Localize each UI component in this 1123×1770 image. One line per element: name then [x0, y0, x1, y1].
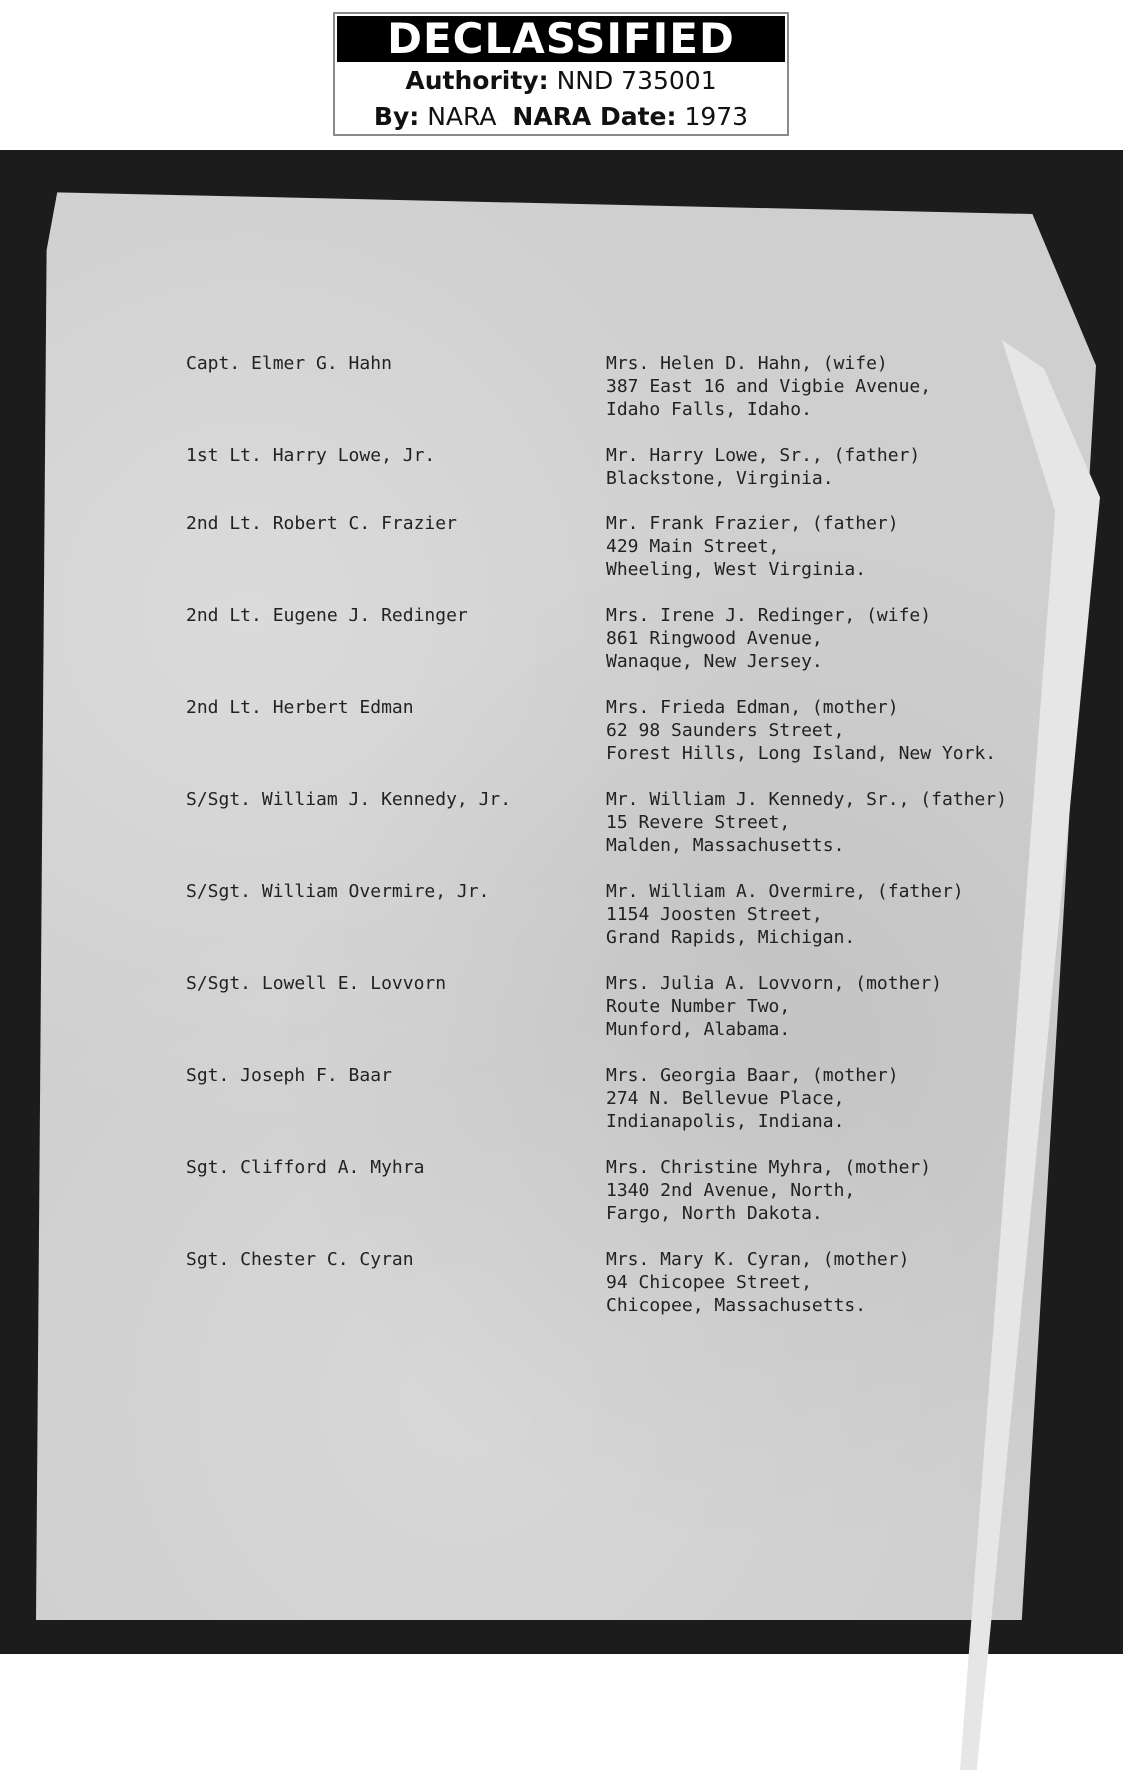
- crew-name: S/Sgt. William Overmire, Jr.: [186, 881, 490, 902]
- kin-line: Mrs. Irene J. Redinger, (wife): [606, 605, 932, 626]
- next-of-kin: [606, 1064, 899, 1133]
- kin-line: 274 N. Bellevue Place,: [606, 1088, 845, 1109]
- stamp-authority-line: [335, 66, 787, 95]
- kin-line: Mrs. Mary K. Cyran, (mother): [606, 1249, 910, 1270]
- kin-line: 1154 Joosten Street,: [606, 904, 823, 925]
- crew-name: Sgt. Joseph F. Baar: [186, 1065, 392, 1086]
- kin-line: Wanaque, New Jersey.: [606, 651, 823, 672]
- kin-line: Mr. William A. Overmire, (father): [606, 881, 964, 902]
- kin-line: Grand Rapids, Michigan.: [606, 927, 856, 948]
- crew-name: 2nd Lt. Robert C. Frazier: [186, 513, 457, 534]
- date-value: 1973: [684, 102, 749, 131]
- next-of-kin: [606, 1156, 931, 1225]
- next-of-kin: [606, 972, 942, 1041]
- next-of-kin: [606, 604, 931, 673]
- kin-line: 861 Ringwood Avenue,: [606, 628, 823, 649]
- authority-value: NND 735001: [556, 66, 717, 95]
- kin-line: 1340 2nd Avenue, North,: [606, 1180, 856, 1201]
- date-label: NARA Date:: [512, 102, 677, 131]
- kin-line: 429 Main Street,: [606, 536, 780, 557]
- kin-line: Mrs. Christine Myhra, (mother): [606, 1157, 932, 1178]
- by-value: NARA: [427, 102, 497, 131]
- kin-line: Mr. Harry Lowe, Sr., (father): [606, 445, 921, 466]
- next-of-kin: [606, 1248, 909, 1317]
- next-of-kin: [606, 444, 920, 490]
- stamp-title: DECLASSIFIED: [337, 16, 785, 62]
- kin-line: Mrs. Georgia Baar, (mother): [606, 1065, 899, 1086]
- crew-name: 2nd Lt. Herbert Edman: [186, 697, 414, 718]
- kin-line: Mrs. Frieda Edman, (mother): [606, 697, 899, 718]
- by-label: By:: [373, 102, 420, 131]
- kin-line: Mr. William J. Kennedy, Sr., (father): [606, 789, 1007, 810]
- kin-line: Mrs. Helen D. Hahn, (wife): [606, 353, 888, 374]
- next-of-kin: [606, 512, 899, 581]
- stamp-by-line: [335, 102, 787, 131]
- kin-line: Malden, Massachusetts.: [606, 835, 845, 856]
- kin-line: 387 East 16 and Vigbie Avenue,: [606, 376, 932, 397]
- kin-line: Mr. Frank Frazier, (father): [606, 513, 899, 534]
- kin-line: Route Number Two,: [606, 996, 791, 1017]
- crew-name: Sgt. Clifford A. Myhra: [186, 1157, 425, 1178]
- kin-line: 62 98 Saunders Street,: [606, 720, 845, 741]
- kin-line: Chicopee, Massachusetts.: [606, 1295, 867, 1316]
- kin-line: Munford, Alabama.: [606, 1019, 791, 1040]
- kin-line: 15 Revere Street,: [606, 812, 791, 833]
- crew-name: S/Sgt. William J. Kennedy, Jr.: [186, 789, 512, 810]
- crew-name: 1st Lt. Harry Lowe, Jr.: [186, 445, 436, 466]
- kin-line: Wheeling, West Virginia.: [606, 559, 867, 580]
- authority-label: Authority:: [405, 66, 549, 95]
- kin-line: Indianapolis, Indiana.: [606, 1111, 845, 1132]
- kin-line: Idaho Falls, Idaho.: [606, 399, 812, 420]
- next-of-kin: [606, 788, 1007, 857]
- crew-name: Capt. Elmer G. Hahn: [186, 353, 392, 374]
- kin-line: 94 Chicopee Street,: [606, 1272, 812, 1293]
- next-of-kin: [606, 696, 996, 765]
- crew-name: Sgt. Chester C. Cyran: [186, 1249, 414, 1270]
- crew-name: 2nd Lt. Eugene J. Redinger: [186, 605, 468, 626]
- kin-line: Mrs. Julia A. Lovvorn, (mother): [606, 973, 942, 994]
- next-of-kin: [606, 880, 964, 949]
- next-of-kin: [606, 352, 931, 421]
- kin-line: Forest Hills, Long Island, New York.: [606, 743, 997, 764]
- kin-line: Blackstone, Virginia.: [606, 468, 834, 489]
- crew-name: S/Sgt. Lowell E. Lovvorn: [186, 973, 447, 994]
- kin-line: Fargo, North Dakota.: [606, 1203, 823, 1224]
- declassified-stamp: [333, 12, 789, 136]
